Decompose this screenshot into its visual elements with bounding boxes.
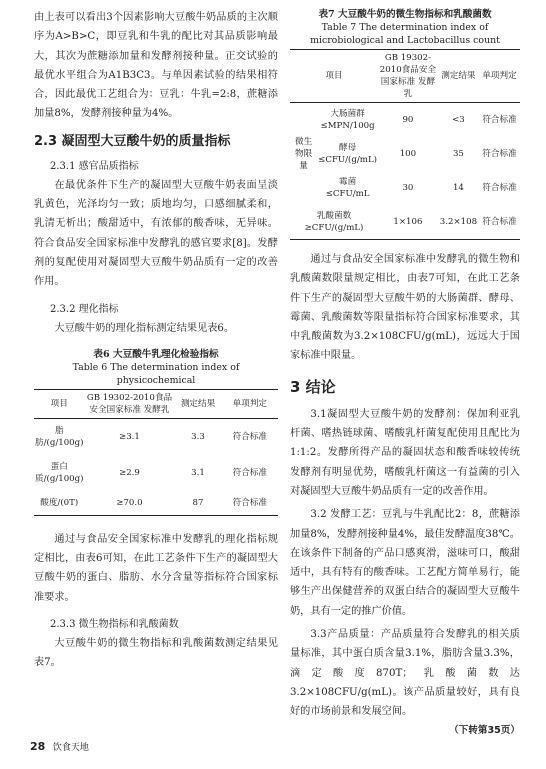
table-cell: ≥70.0 <box>116 497 143 508</box>
table-row <box>34 418 278 455</box>
subheading-2-3-3: 2.3.3 微生物指标和乳酸菌数 <box>50 619 179 631</box>
table-row <box>290 171 520 205</box>
section-heading-conclusion: 3 结论 <box>290 377 336 396</box>
table-cell: 1×106 <box>393 217 423 227</box>
left-column <box>34 8 278 673</box>
table-row <box>34 491 278 516</box>
right-column <box>290 8 520 736</box>
subheading-2-3-2: 2.3.2 理化指标 <box>50 303 119 315</box>
table-row <box>290 103 520 138</box>
page-footer <box>30 740 89 753</box>
subheading-2-3-1: 2.3.1 感官品质指标 <box>50 160 139 172</box>
table-cell: ≥3.1 <box>119 431 140 442</box>
table-cell: 符合标准 <box>482 115 517 125</box>
paragraph-intro: 由上表可以看出3个因素影响大豆酸牛奶品质的主次顺序为A>B>C，即豆乳和牛乳的配比对其品质影响最大，其次为蔗糖添加量和发酵剂接种量。正交试验的最优水平组合为A1B3C3。与单因素试验的结果相符合，因此最优工艺组合为：豆乳：牛乳=2:8，蔗糖添加量8%，发酵剂接种量为4%。 <box>34 12 278 120</box>
table-row <box>290 137 520 171</box>
paragraph-physchem-result: 通过与食品安全国家标准中发酵乳的理化指标规定相比，由表6可知，在此工艺条件下生产的凝固型大豆酸牛奶的蛋白、脂肪、水分含量等指标符合国家标准要求。 <box>34 533 278 603</box>
table-cell: 符合标准 <box>482 149 517 159</box>
table-6 <box>34 348 278 516</box>
table-cell: 100 <box>399 149 417 159</box>
page-number: 28 <box>30 740 46 753</box>
table-row <box>290 205 520 240</box>
table-6-caption-en: Table 6 The determination index of physicochemical <box>72 361 240 386</box>
paragraph-physchem: 大豆酸牛奶的理化指标测定结果见表6。 <box>54 322 235 334</box>
table-6-header: GB 19302-2010食品安全国家标准 发酵乳 <box>84 389 174 418</box>
table-7-header: GB 19302-2010食品安全国家标准 发酵乳 <box>378 50 438 103</box>
table-cell: 87 <box>192 497 204 508</box>
section-heading-2-3: 2.3 凝固型大豆酸牛奶的质量指标 <box>34 133 231 149</box>
table-cell: 大肠菌群≤MPN/100g <box>320 109 375 131</box>
table-row <box>34 455 278 491</box>
table-cell: 3.3 <box>191 431 205 442</box>
paragraph-sensory: 在最优条件下生产的凝固型大豆酸牛奶表面呈淡乳黄色，光泽均匀一致；质地均匀，口感细腻柔和，乳清无析出；酸甜适中，有浓郁的酸香味，无异味。符合食品安全国家标准中发酵乳的感官要求[8]。发酵剂的复配使用对凝固型大豆酸牛奶品质有一定的改善作用。 <box>34 179 278 288</box>
table-cell: 蛋白质/(g/100g) <box>35 461 84 484</box>
table-cell: 符合标准 <box>232 431 268 442</box>
paragraph-conclusion-2: 3.2 发酵工艺：豆乳与牛乳配比2：8，蔗糖添加量8%，发酵剂接种量4%，最佳发酵温度38℃。在该条件下制备的产品口感爽滑，滋味可口，酸甜适中，具有特有的酸香味。工艺配方简单易行，能够生产出保健营养的双蛋白结合的凝固型大豆酸牛奶，具有一定的推广价值。 <box>290 509 520 617</box>
table-group-label: 微生物限量 <box>294 137 313 171</box>
paragraph-conclusion-1: 3.1凝固型大豆酸牛奶的发酵剂：保加利亚乳杆菌、嗜热链球菌、嗜酸乳杆菌复配使用且配比为1:1:2。发酵所得产品的凝固状态和酸香味较传统发酵剂有明显优势，嗜酸乳杆菌这一有益菌的引入对凝固型大豆酸牛奶品质有一定的改善作用。 <box>290 408 520 497</box>
table-cell: 90 <box>402 115 414 125</box>
table-cell: <3 <box>452 115 465 125</box>
table-cell: 符合标准 <box>232 467 268 478</box>
table-cell: 霉菌≤CFU/mL <box>325 177 370 199</box>
table-7-header: 单项判定 <box>479 50 520 103</box>
table-cell: ≥2.9 <box>119 467 140 478</box>
paragraph-conclusion-3: 3.3产品质量：产品质量符合发酵乳的相关质量标准，其中蛋白质含量3.1%，脂肪含量3.3%，滴定酸度870T；乳酸菌数达3.2×108CFU/g(mL)。该产品质量较好，具有良好的市场前景和发展空间。 <box>290 629 520 718</box>
table-cell: 酸度/(0T) <box>40 497 79 508</box>
table-6-header: 项目 <box>34 389 84 418</box>
paragraph-micro-intro: 大豆酸牛奶的微生物指标和乳酸菌数测定结果见表7。 <box>34 638 278 669</box>
table-7 <box>290 8 520 240</box>
table-cell: 乳酸菌数≥CFU/(g/mL) <box>304 211 364 233</box>
table-cell: 符合标准 <box>232 497 268 508</box>
continued-note: （下转第35页） <box>449 724 520 736</box>
table-7-header: 测定结果 <box>438 50 479 103</box>
table-cell: 符合标准 <box>482 217 517 227</box>
table-7-header: 项目 <box>290 50 378 103</box>
journal-name: 饮食天地 <box>52 743 89 753</box>
table-cell: 30 <box>402 183 414 193</box>
table-7-caption-en: Table 7 The determination index of microbiological and Lactobacillus count <box>310 22 500 46</box>
table-cell: 14 <box>452 183 464 193</box>
table-cell: 3.1 <box>191 467 205 478</box>
table-6-caption-cn: 表6 大豆酸牛乳理化检验指标 <box>93 348 219 360</box>
table-cell: 脂肪/(g/100g) <box>35 425 84 448</box>
table-cell: 3.2×108 <box>439 217 478 227</box>
table-cell: 酵母≤CFU/(g/mL) <box>318 143 378 165</box>
table-6-header: 单项判定 <box>222 389 278 418</box>
table-cell: 35 <box>452 149 464 159</box>
table-7-caption-cn: 表7 大豆酸牛奶的微生物指标和乳酸菌数 <box>318 9 492 20</box>
paragraph-micro-result: 通过与食品安全国家标准中发酵乳的微生物和乳酸菌数限量规定相比，由表7可知，在此工艺条件下生产的凝固型大豆酸牛奶的大肠菌群、酵母、霉菌、乳酸菌数等限量指标符合国家标准要求，其中乳酸菌数为3.2×108CFU/g(mL)，远远大于国家标准中限量。 <box>290 254 520 362</box>
table-6-header: 测定结果 <box>174 389 221 418</box>
table-cell: 符合标准 <box>482 183 517 193</box>
